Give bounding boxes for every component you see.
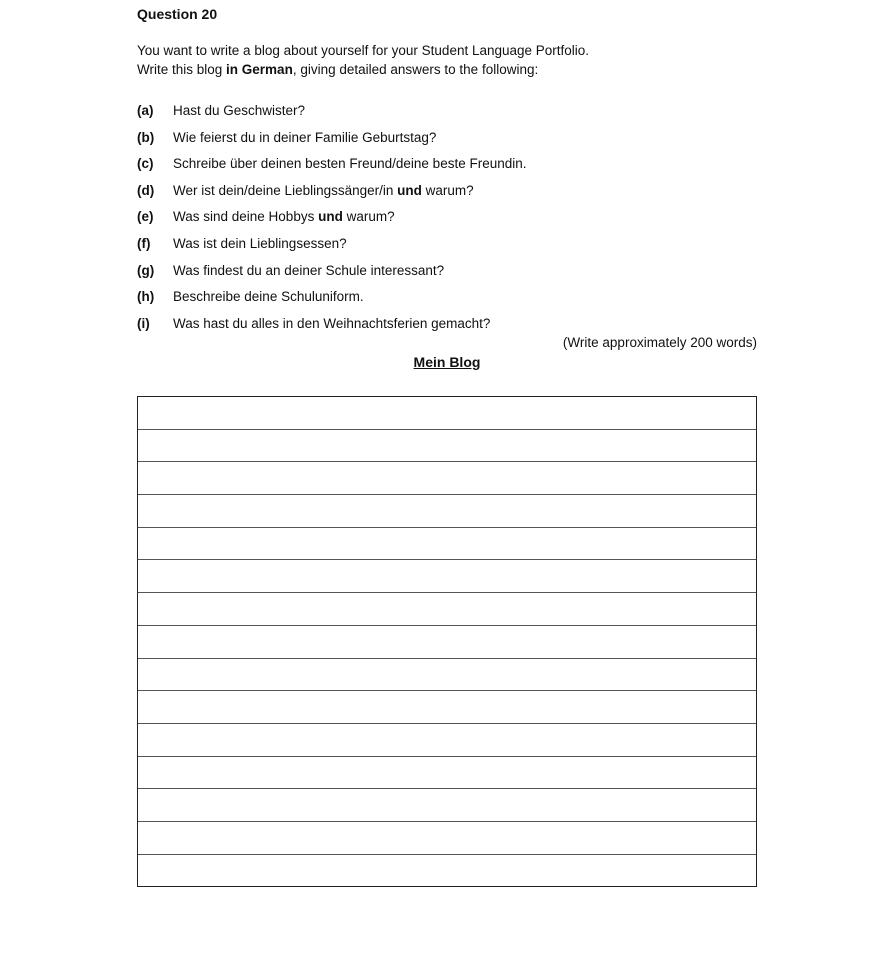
prompt-item: [137, 156, 527, 183]
prompt-text: Schreibe über deinen besten Freund/deine beste Freundin.: [173, 156, 527, 172]
intro-line-1: You want to write a blog about yourself for your Student Language Portfolio.: [137, 43, 590, 58]
prompt-letter: (g): [137, 262, 155, 278]
prompt-text-start: Wer ist dein/deine Lieblingssänger/in: [173, 182, 398, 198]
prompt-item: [137, 236, 527, 263]
prompt-item: [137, 130, 527, 157]
prompt-letter: (e): [137, 209, 154, 225]
prompt-text: Was hast du alles in den Weihnachtsferien gemacht?: [173, 315, 491, 331]
prompt-text: [173, 183, 474, 198]
prompt-text: Was ist dein Lieblingsessen?: [173, 235, 347, 251]
prompt-text-emphasis: und: [318, 209, 343, 225]
prompt-item: [137, 289, 527, 316]
prompt-item: [137, 316, 527, 343]
answer-line[interactable]: [138, 690, 756, 723]
question-intro: [137, 41, 589, 79]
prompt-letter: (c): [137, 156, 154, 172]
blog-heading: Mein Blog: [413, 354, 481, 370]
prompt-letter: (b): [137, 129, 155, 145]
prompt-item: [137, 263, 527, 290]
prompt-letter: (f): [137, 235, 151, 251]
question-title: Question 20: [137, 6, 218, 22]
answer-line[interactable]: [138, 559, 756, 592]
prompt-item: [137, 103, 527, 130]
answer-line[interactable]: [138, 625, 756, 658]
prompt-text: [173, 209, 395, 224]
prompt-item: [137, 209, 527, 236]
word-count-note: (Write approximately 200 words): [562, 335, 757, 350]
prompt-text: Was findest du an deiner Schule interessant?: [173, 262, 445, 278]
prompt-text-end: warum?: [342, 209, 395, 225]
answer-line[interactable]: [138, 854, 756, 887]
prompt-item: [137, 183, 527, 210]
answer-line[interactable]: [138, 658, 756, 691]
prompt-letter: (h): [137, 289, 155, 305]
intro-line-2: [137, 60, 589, 79]
prompt-text-start: Was sind deine Hobbys: [173, 209, 319, 225]
prompt-letter: (i): [137, 315, 150, 331]
answer-line[interactable]: [138, 527, 756, 560]
answer-line[interactable]: [138, 429, 756, 462]
prompt-list: [137, 103, 527, 342]
answer-line[interactable]: [138, 788, 756, 821]
intro-line-2-emphasis: in German: [226, 62, 293, 77]
answer-line[interactable]: [138, 723, 756, 756]
intro-line-2-start: Write this blog: [137, 62, 227, 77]
prompt-letter: (a): [137, 103, 154, 118]
answer-line[interactable]: [138, 756, 756, 789]
prompt-letter: (d): [137, 182, 155, 198]
answer-line[interactable]: [138, 592, 756, 625]
intro-line-2-end: , giving detailed answers to the following:: [292, 62, 539, 77]
answer-line[interactable]: [138, 397, 756, 429]
prompt-text-emphasis: und: [397, 182, 422, 198]
answer-line[interactable]: [138, 494, 756, 527]
prompt-text: Wie feierst du in deiner Familie Geburtstag?: [173, 129, 437, 145]
prompt-text: Hast du Geschwister?: [173, 103, 306, 118]
answer-line[interactable]: [138, 821, 756, 854]
answer-box: [137, 396, 757, 887]
prompt-text: Beschreibe deine Schuluniform.: [173, 289, 364, 305]
prompt-text-end: warum?: [421, 182, 474, 198]
answer-line[interactable]: [138, 461, 756, 494]
